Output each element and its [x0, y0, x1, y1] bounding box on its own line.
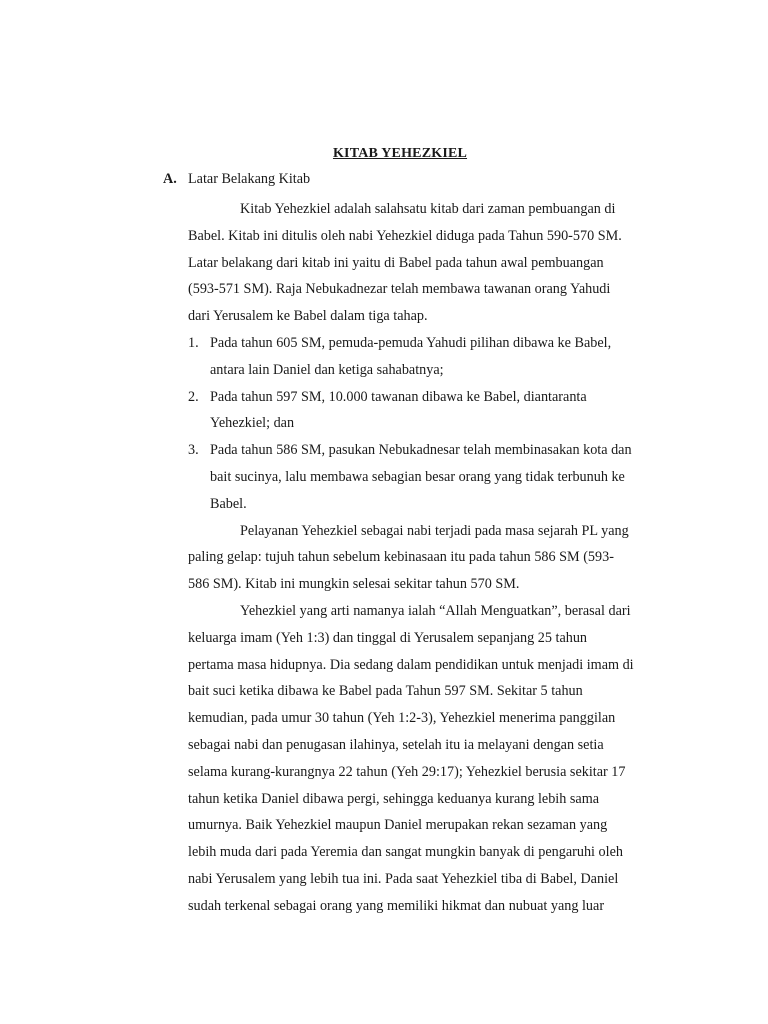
paragraph-line: tahun ketika Daniel dibawa pergi, sehingga keduanya kurang lebih sama — [188, 790, 600, 807]
list-line: Pada tahun 586 SM, pasukan Nebukadnesar telah membinasakan kota dan — [210, 442, 632, 459]
paragraph-line: Kitab Yehezkiel adalah salahsatu kitab dari zaman pembuangan di — [240, 201, 616, 217]
paragraph-line: nabi Yerusalem yang lebih tua ini. Pada saat Yehezkiel tiba di Babel, Daniel — [188, 870, 619, 887]
paragraph-line: kemudian, pada umur 30 tahun (Yeh 1:2-3), Yehezkiel menerima panggilan — [188, 710, 616, 727]
list-line: bait sucinya, lalu membawa sebagian besar orang yang tidak terbunuh ke — [210, 468, 625, 485]
section-heading: Latar Belakang Kitab — [188, 171, 311, 187]
paragraph-line: sudah terkenal sebagai orang yang memiliki hikmat dan nubuat yang luar — [188, 897, 605, 914]
section-letter: A. — [163, 171, 177, 187]
paragraph-line: paling gelap: tujuh tahun sebelum kebinasaan itu pada tahun 586 SM (593- — [188, 549, 614, 566]
paragraph-line: bait suci ketika dibawa ke Babel pada Tahun 597 SM. Sekitar 5 tahun — [188, 683, 583, 700]
paragraph-line: umurnya. Baik Yehezkiel maupun Daniel merupakan rekan sezaman yang — [188, 817, 608, 834]
paragraph-line: lebih muda dari pada Yeremia dan sangat mungkin banyak di pengaruhi oleh — [188, 844, 623, 861]
paragraph-line: Latar belakang dari kitab ini yaitu di Babel pada tahun awal pembuangan — [188, 254, 604, 271]
paragraph-line: 586 SM). Kitab ini mungkin selesai sekitar tahun 570 SM. — [188, 576, 520, 593]
paragraph-line: sebagai nabi dan penugasan ilahinya, setelah itu ia melayani dengan setia — [188, 736, 604, 753]
list-number: 1. — [188, 334, 199, 351]
list-item — [188, 330, 658, 384]
paragraph-ministry — [188, 518, 658, 598]
document-body — [188, 196, 658, 920]
numbered-list — [188, 330, 658, 518]
list-line: Pada tahun 597 SM, 10.000 tawanan dibawa ke Babel, diantaranta — [210, 388, 587, 405]
paragraph-line: dari Yerusalem ke Babel dalam tiga tahap. — [188, 308, 428, 325]
list-line: Pada tahun 605 SM, pemuda-pemuda Yahudi pilihan dibawa ke Babel, — [210, 334, 612, 351]
list-item — [188, 437, 658, 517]
paragraph-line: Babel. Kitab ini ditulis oleh nabi Yehezkiel diduga pada Tahun 590-570 SM. — [188, 227, 622, 244]
paragraph-intro — [188, 196, 658, 330]
paragraph-line: pertama masa hidupnya. Dia sedang dalam pendidikan untuk menjadi imam di — [188, 656, 634, 673]
list-line: Yehezkiel; dan — [210, 415, 295, 432]
paragraph-line: selama kurang-kurangnya 22 tahun (Yeh 29:17); Yehezkiel berusia sekitar 17 — [188, 763, 626, 780]
list-line: antara lain Daniel dan ketiga sahabatnya; — [210, 361, 444, 378]
list-number: 3. — [188, 442, 199, 459]
paragraph-line: (593-571 SM). Raja Nebukadnezar telah membawa tawanan orang Yahudi — [188, 281, 611, 298]
list-number: 2. — [188, 388, 199, 405]
list-line: Babel. — [210, 495, 247, 512]
paragraph-line: keluarga imam (Yeh 1:3) dan tinggal di Yerusalem sepanjang 25 tahun — [188, 629, 588, 646]
page-title: KITAB YEHEZKIEL — [332, 146, 468, 161]
paragraph-line: Pelayanan Yehezkiel sebagai nabi terjadi pada masa sejarah PL yang — [240, 522, 629, 539]
list-item — [188, 384, 658, 438]
paragraph-biography — [188, 598, 658, 920]
paragraph-line: Yehezkiel yang arti namanya ialah “Allah Menguatkan”, berasal dari — [240, 602, 631, 619]
